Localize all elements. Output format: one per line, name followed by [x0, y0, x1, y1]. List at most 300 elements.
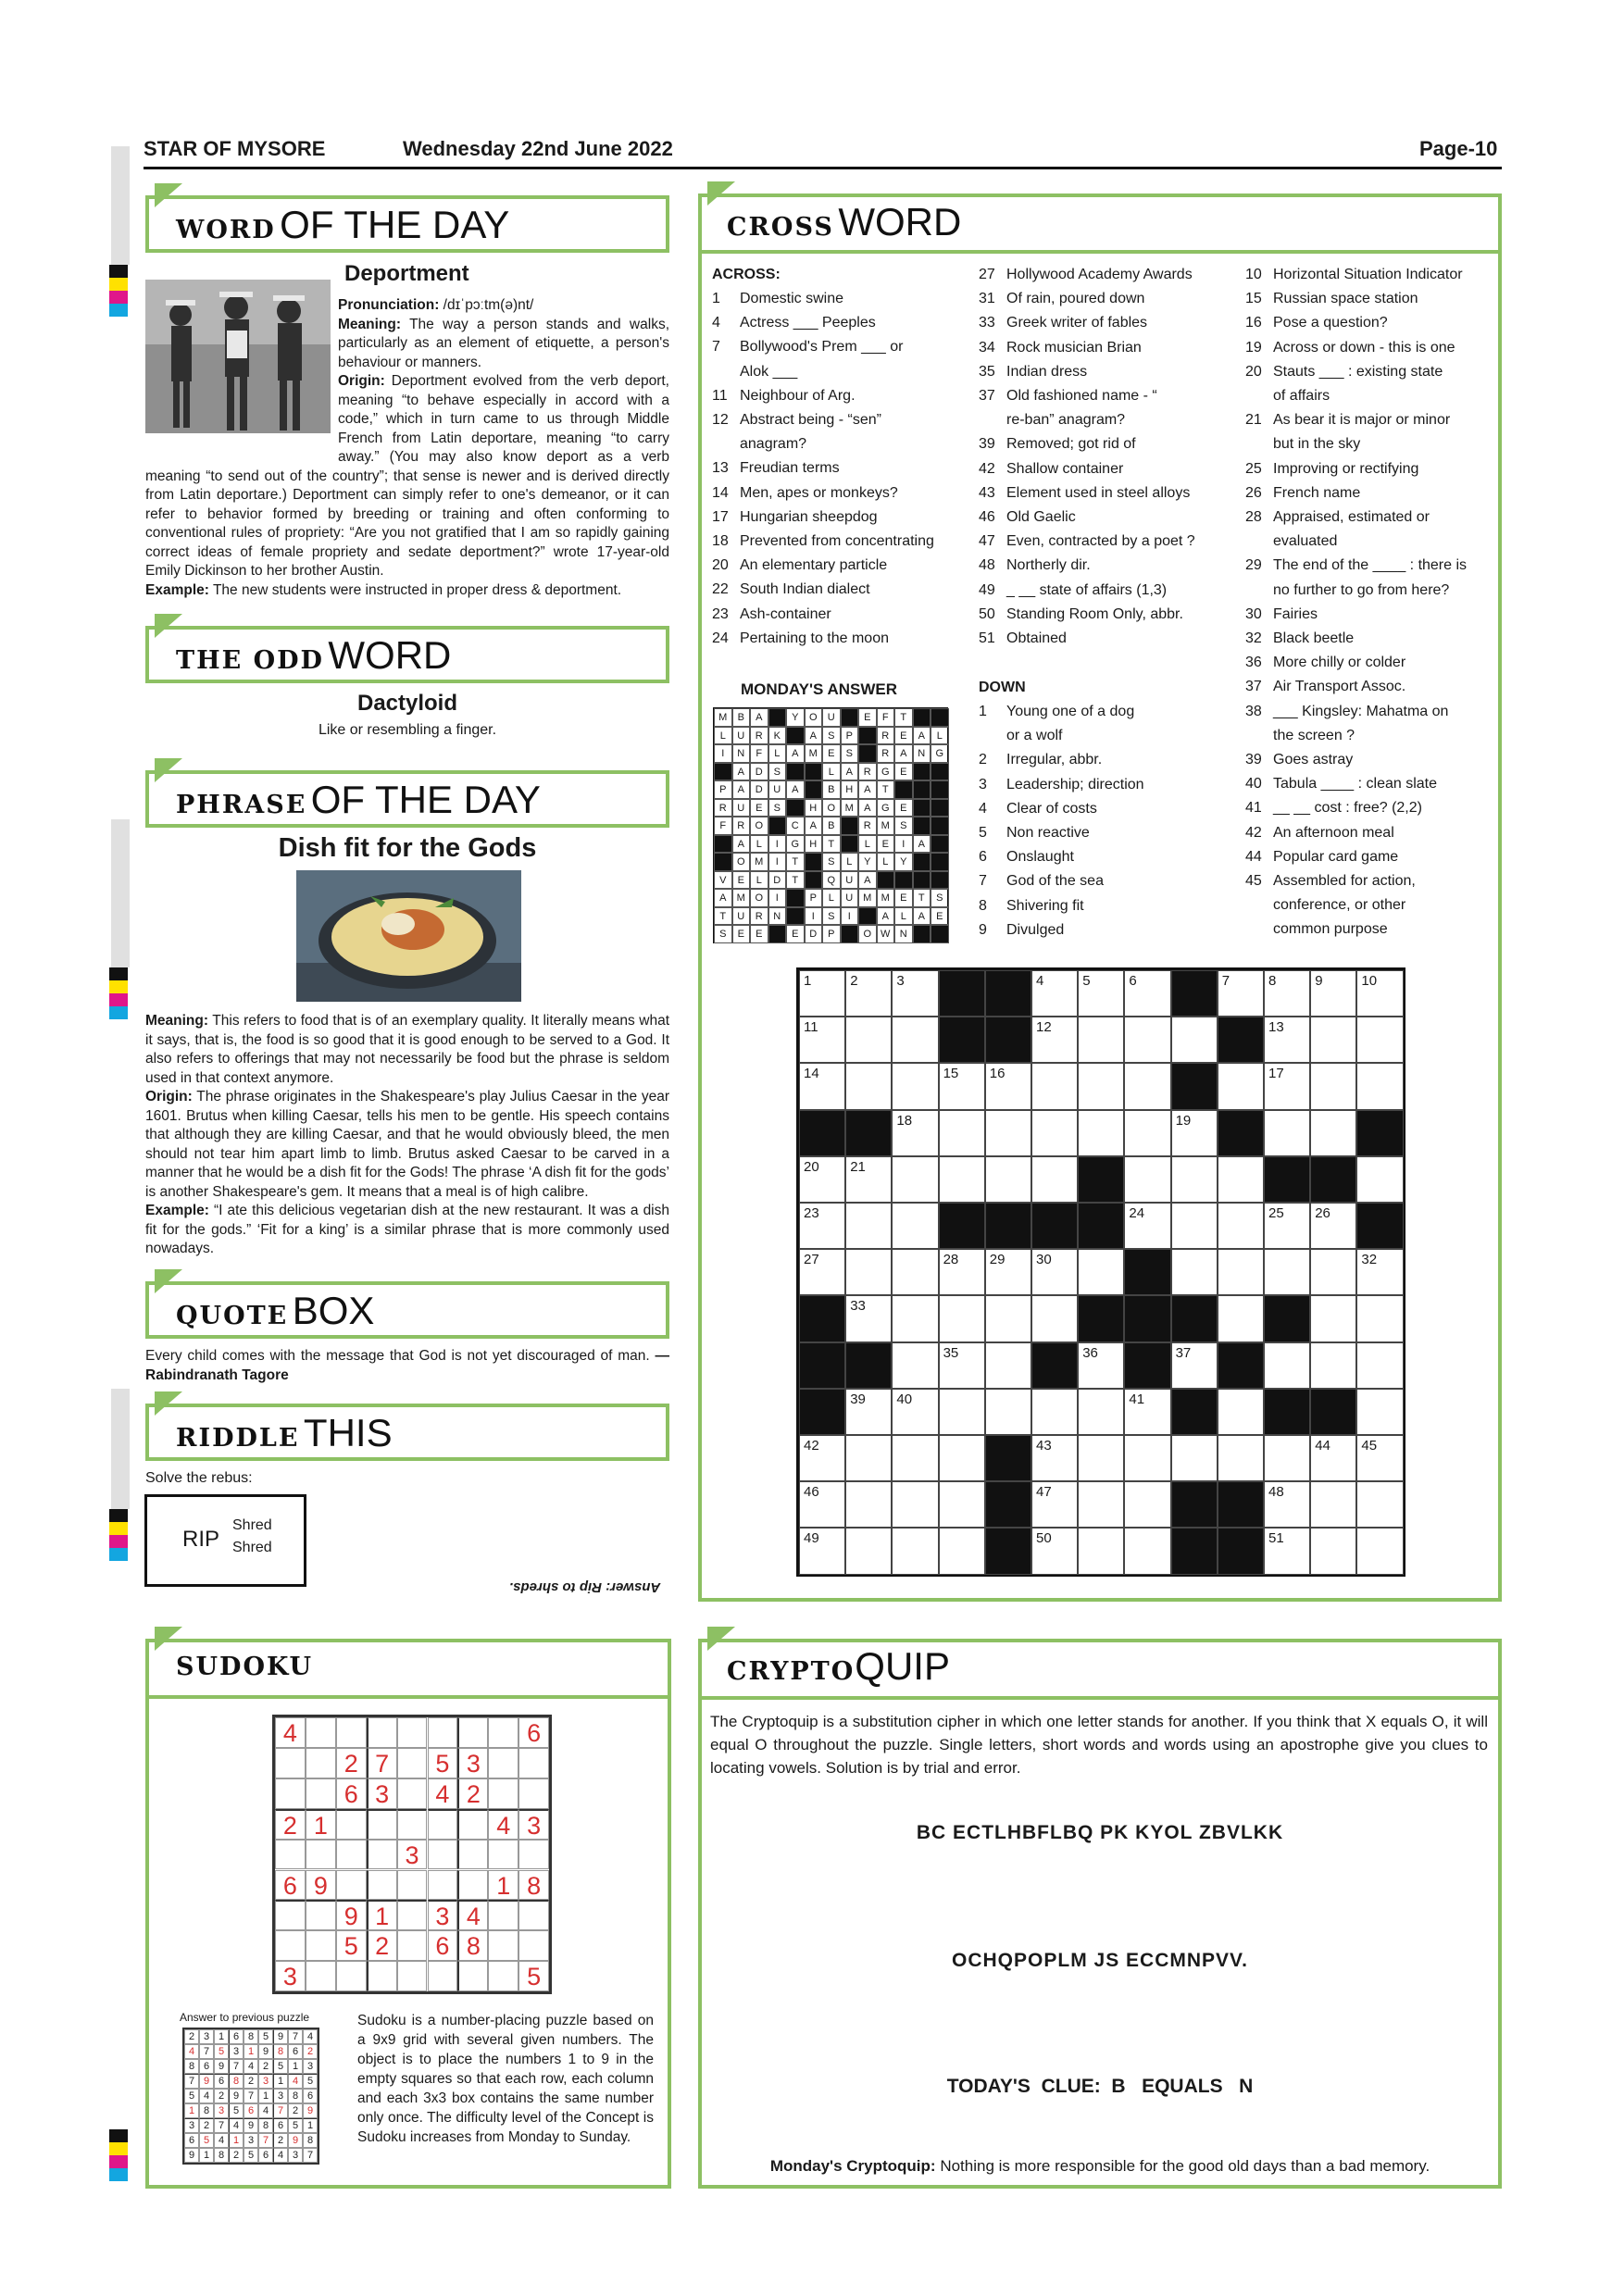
mini-cell: H	[805, 835, 823, 854]
crossword-cell[interactable]: 39	[845, 1389, 892, 1435]
sudoku-cell[interactable]	[518, 1778, 549, 1809]
sudoku-cell[interactable]	[457, 1870, 488, 1901]
crossword-cell[interactable]: 9	[1310, 970, 1356, 1017]
sudoku-answer-cell: 9	[199, 2074, 214, 2089]
sudoku-answer-cell: 8	[303, 2133, 318, 2148]
crossword-cell[interactable]	[892, 1063, 938, 1109]
crossword-cell[interactable]	[939, 1528, 985, 1574]
crossword-cell[interactable]	[1124, 1528, 1170, 1574]
crossword-cell[interactable]	[985, 1389, 1031, 1435]
sudoku-cell[interactable]	[367, 1717, 397, 1748]
sudoku-cell[interactable]: 2	[275, 1809, 306, 1840]
sudoku-title-rule	[149, 1695, 668, 1699]
crossword-cell[interactable]	[1356, 1156, 1403, 1203]
crossword-cell[interactable]	[892, 1249, 938, 1295]
crossword-cell[interactable]	[1031, 1156, 1078, 1203]
sudoku-cell[interactable]	[518, 1900, 549, 1930]
crossword-cell[interactable]: 29	[985, 1249, 1031, 1295]
mini-cell: S	[768, 763, 787, 781]
crossword-cell[interactable]: 42	[799, 1435, 845, 1481]
crossword-cell[interactable]	[1356, 1017, 1403, 1063]
mini-cell: R	[877, 727, 895, 745]
phrase-title: PHRASE OF THE DAY	[176, 778, 541, 821]
mini-cell	[931, 835, 949, 854]
crossword-cell[interactable]	[1218, 1249, 1264, 1295]
sudoku-answer-cell: 5	[273, 2059, 288, 2074]
sudoku-answer-cell: 1	[258, 2089, 273, 2103]
mini-cell: P	[841, 727, 859, 745]
sudoku-answer-cell: 8	[273, 2044, 288, 2059]
mini-cell: G	[877, 763, 895, 781]
crossword-cell[interactable]	[1124, 1110, 1170, 1156]
crossword-cell[interactable]	[1171, 1249, 1218, 1295]
sudoku-cell[interactable]: 3	[275, 1961, 306, 1991]
sudoku-cell[interactable]	[488, 1840, 518, 1870]
crossword-cell[interactable]	[892, 1528, 938, 1574]
sudoku-cell[interactable]	[428, 1961, 458, 1991]
crossword-cell[interactable]: 28	[939, 1249, 985, 1295]
crossword-cell[interactable]: 3	[892, 970, 938, 1017]
crossword-cell[interactable]	[845, 1203, 892, 1249]
sudoku-cell[interactable]	[488, 1748, 518, 1778]
sudoku-cell[interactable]	[275, 1930, 306, 1961]
crossword-block	[1124, 1295, 1170, 1341]
crossword-cell[interactable]	[1171, 1017, 1218, 1063]
crossword-cell[interactable]	[1310, 1017, 1356, 1063]
clue: 42 Shallow container	[979, 460, 1124, 477]
sudoku-cell[interactable]	[275, 1778, 306, 1809]
crossword-cell[interactable]	[845, 1528, 892, 1574]
rebus-box	[144, 1494, 306, 1587]
sudoku-cell[interactable]	[397, 1809, 428, 1840]
sudoku-cell[interactable]	[275, 1900, 306, 1930]
sudoku-cell[interactable]: 9	[306, 1870, 336, 1901]
mini-cell: A	[858, 780, 877, 799]
crossword-cell[interactable]	[939, 1481, 985, 1528]
crossword-cell[interactable]	[1171, 1203, 1218, 1249]
crossword-cell[interactable]	[845, 1249, 892, 1295]
mini-cell: E	[894, 763, 913, 781]
sudoku-cell[interactable]	[306, 1961, 336, 1991]
sudoku-cell[interactable]	[457, 1840, 488, 1870]
crossword-cell[interactable]	[892, 1481, 938, 1528]
crossword-cell[interactable]	[1356, 1481, 1403, 1528]
crossword-cell[interactable]	[1310, 1249, 1356, 1295]
crossword-block	[1218, 1110, 1264, 1156]
sudoku-cell[interactable]	[397, 1870, 428, 1901]
sudoku-cell[interactable]	[336, 1870, 367, 1901]
clue: 31 Of rain, poured down	[979, 291, 1145, 307]
sudoku-cell[interactable]: 3	[397, 1840, 428, 1870]
crossword-cell[interactable]: 17	[1264, 1063, 1310, 1109]
crossword-cell[interactable]	[1078, 1110, 1124, 1156]
sudoku-cell[interactable]: 2	[336, 1748, 367, 1778]
sudoku-answer-cell: 3	[288, 2148, 303, 2163]
sudoku-cell[interactable]: 5	[336, 1930, 367, 1961]
sudoku-cell[interactable]: 4	[428, 1778, 458, 1809]
crossword-block	[1356, 1110, 1403, 1156]
crossword-cell[interactable]	[1356, 1389, 1403, 1435]
cryptoquip-clue: TODAY'S CLUE: B EQUALS N	[946, 2076, 1254, 2097]
sudoku-cell[interactable]: 1	[488, 1870, 518, 1901]
crossword-cell[interactable]: 27	[799, 1249, 845, 1295]
sudoku-answer-cell: 9	[288, 2133, 303, 2148]
mini-cell: A	[913, 907, 931, 926]
crossword-grid	[796, 967, 1405, 1577]
crossword-cell[interactable]	[1078, 1017, 1124, 1063]
sudoku-cell[interactable]	[488, 1778, 518, 1809]
mini-cell	[931, 853, 949, 871]
sudoku-cell[interactable]	[367, 1870, 397, 1901]
crossword-cell[interactable]	[1218, 1295, 1264, 1341]
sudoku-cell[interactable]: 4	[457, 1900, 488, 1930]
crossword-cell[interactable]: 1	[799, 970, 845, 1017]
cryptoquip-title: CRYPTOQUIP	[727, 1644, 950, 1688]
crossword-cell[interactable]: 35	[939, 1342, 985, 1389]
crossword-cell[interactable]	[892, 1435, 938, 1481]
sudoku-cell[interactable]: 4	[488, 1809, 518, 1840]
crossword-cell[interactable]	[1124, 1156, 1170, 1203]
sudoku-cell[interactable]	[306, 1748, 336, 1778]
sudoku-cell[interactable]	[306, 1840, 336, 1870]
crossword-cell[interactable]	[939, 1110, 985, 1156]
crossword-cell[interactable]: 15	[939, 1063, 985, 1109]
sudoku-cell[interactable]	[367, 1961, 397, 1991]
crossword-block	[1171, 1389, 1218, 1435]
mini-cell: S	[714, 925, 732, 943]
sudoku-cell[interactable]	[336, 1840, 367, 1870]
sudoku-cell[interactable]: 5	[428, 1748, 458, 1778]
clue: 26 French name	[1245, 484, 1361, 501]
crossword-cell[interactable]: 12	[1031, 1017, 1078, 1063]
mini-cell: O	[732, 853, 751, 871]
clue: 36 More chilly or colder	[1245, 655, 1406, 671]
mini-cell	[913, 763, 931, 781]
sudoku-cell[interactable]	[306, 1778, 336, 1809]
crossword-cell[interactable]: 5	[1078, 970, 1124, 1017]
sudoku-cell[interactable]	[397, 1930, 428, 1961]
sudoku-cell[interactable]: 1	[367, 1900, 397, 1930]
crossword-cell[interactable]	[892, 1203, 938, 1249]
sudoku-answer-cell: 6	[303, 2089, 318, 2103]
crossword-cell[interactable]: 23	[799, 1203, 845, 1249]
crossword-cell[interactable]	[1356, 1295, 1403, 1341]
clue: 48 Northerly dir.	[979, 557, 1091, 574]
crossword-cell[interactable]: 33	[845, 1295, 892, 1341]
crossword-cell[interactable]: 4	[1031, 970, 1078, 1017]
mini-cell: S	[894, 817, 913, 835]
mini-cell: I	[768, 835, 787, 854]
crossword-cell[interactable]: 46	[799, 1481, 845, 1528]
reg-yellow	[109, 278, 128, 291]
sudoku-cell[interactable]	[306, 1930, 336, 1961]
crossword-cell[interactable]	[1310, 1063, 1356, 1109]
crossword-cell[interactable]: 8	[1264, 970, 1310, 1017]
crossword-cell[interactable]	[845, 1017, 892, 1063]
crossword-cell[interactable]	[939, 1295, 985, 1341]
crossword-cell[interactable]	[1124, 1017, 1170, 1063]
crossword-cell[interactable]: 26	[1310, 1203, 1356, 1249]
sudoku-cell[interactable]	[488, 1717, 518, 1748]
sudoku-cell[interactable]: 7	[367, 1748, 397, 1778]
crossword-block	[1264, 1156, 1310, 1203]
crossword-cell[interactable]: 47	[1031, 1481, 1078, 1528]
crossword-cell[interactable]: 13	[1264, 1017, 1310, 1063]
mini-block	[786, 763, 805, 781]
sudoku-cell[interactable]: 6	[275, 1870, 306, 1901]
crossword-cell[interactable]	[1264, 1249, 1310, 1295]
sudoku-cell[interactable]	[518, 1930, 549, 1961]
mini-cell: A	[714, 889, 732, 907]
sudoku-cell[interactable]: 6	[428, 1930, 458, 1961]
crossword-cell[interactable]	[1078, 1481, 1124, 1528]
sudoku-cell[interactable]	[428, 1870, 458, 1901]
rebus-shred-top: Shred	[232, 1517, 272, 1533]
crossword-cell[interactable]	[1124, 1481, 1170, 1528]
crossword-cell[interactable]	[1218, 1203, 1264, 1249]
crossword-cell[interactable]	[985, 1156, 1031, 1203]
crossword-cell[interactable]: 51	[1264, 1528, 1310, 1574]
crossword-cell[interactable]: 16	[985, 1063, 1031, 1109]
crossword-cell[interactable]	[1078, 1249, 1124, 1295]
sudoku-cell[interactable]	[397, 1748, 428, 1778]
crossword-cell[interactable]	[1218, 1389, 1264, 1435]
crossword-cell[interactable]	[1078, 1528, 1124, 1574]
mini-cell: R	[858, 763, 877, 781]
sudoku-answer-cell: 6	[199, 2059, 214, 2074]
sudoku-cell[interactable]: 8	[457, 1930, 488, 1961]
sudoku-cell[interactable]: 3	[518, 1809, 549, 1840]
mini-cell: R	[858, 817, 877, 835]
crossword-cell[interactable]: 32	[1356, 1249, 1403, 1295]
sudoku-answer-cell: 3	[199, 2029, 214, 2044]
crossword-cell[interactable]	[939, 1156, 985, 1203]
clue: 51 Obtained	[979, 630, 1067, 647]
crossword-cell[interactable]	[1310, 1528, 1356, 1574]
sudoku-answer-cell: 7	[184, 2074, 199, 2089]
crossword-cell[interactable]	[892, 1017, 938, 1063]
crossword-cell[interactable]	[845, 1481, 892, 1528]
crossword-cell[interactable]	[1310, 1110, 1356, 1156]
mini-cell	[913, 817, 931, 835]
sudoku-cell[interactable]	[397, 1900, 428, 1930]
mini-cell: E	[894, 799, 913, 817]
crossword-cell[interactable]	[1264, 1435, 1310, 1481]
crossword-cell[interactable]: 6	[1124, 970, 1170, 1017]
crossword-cell[interactable]	[985, 1110, 1031, 1156]
crossword-cell[interactable]: 41	[1124, 1389, 1170, 1435]
crossword-cell[interactable]	[1031, 1389, 1078, 1435]
sudoku-cell[interactable]: 6	[336, 1778, 367, 1809]
sudoku-cell[interactable]	[457, 1961, 488, 1991]
sudoku-cell[interactable]	[336, 1961, 367, 1991]
crossword-cell[interactable]: 18	[892, 1110, 938, 1156]
mini-cell: R	[714, 799, 732, 817]
clue: 3 Leadership; direction	[979, 776, 1144, 792]
crossword-cell[interactable]: 21	[845, 1156, 892, 1203]
sudoku-cell[interactable]	[306, 1717, 336, 1748]
mini-cell: S	[822, 907, 841, 926]
clue: 30 Fairies	[1245, 605, 1318, 622]
crossword-cell[interactable]	[985, 1295, 1031, 1341]
sudoku-cell[interactable]	[428, 1809, 458, 1840]
crossword-cell[interactable]	[1264, 1342, 1310, 1389]
sudoku-cell[interactable]	[457, 1809, 488, 1840]
crossword-cell[interactable]	[1356, 1063, 1403, 1109]
crossword-cell[interactable]: 44	[1310, 1435, 1356, 1481]
sudoku-cell[interactable]	[518, 1840, 549, 1870]
crossword-cell[interactable]	[1078, 1389, 1124, 1435]
sudoku-cell[interactable]: 3	[457, 1748, 488, 1778]
mini-cell: W	[877, 925, 895, 943]
sudoku-cell[interactable]: 2	[457, 1778, 488, 1809]
sudoku-cell[interactable]	[428, 1840, 458, 1870]
sudoku-cell[interactable]: 6	[518, 1717, 549, 1748]
crossword-block	[1078, 1156, 1124, 1203]
sudoku-grid	[272, 1715, 552, 1994]
sudoku-cell[interactable]	[428, 1717, 458, 1748]
crossword-cell[interactable]: 45	[1356, 1435, 1403, 1481]
sudoku-cell[interactable]: 8	[518, 1870, 549, 1901]
crossword-cell[interactable]	[892, 1156, 938, 1203]
crossword-cell[interactable]: 19	[1171, 1110, 1218, 1156]
mini-cell: A	[786, 780, 805, 799]
mini-cell: U	[732, 907, 751, 926]
crossword-cell[interactable]: 37	[1171, 1342, 1218, 1389]
sudoku-cell[interactable]	[397, 1717, 428, 1748]
mini-cell	[931, 817, 949, 835]
reg-cyan	[109, 1006, 128, 1019]
sudoku-answer-cell: 2	[199, 2118, 214, 2133]
mini-block	[858, 907, 877, 926]
crossword-cell[interactable]	[1078, 1063, 1124, 1109]
crossword-cell[interactable]	[1264, 1110, 1310, 1156]
crossword-cell[interactable]: 11	[799, 1017, 845, 1063]
riddle-prompt: Solve the rebus:	[145, 1470, 253, 1486]
crossword-block	[845, 1110, 892, 1156]
crossword-cell[interactable]: 36	[1078, 1342, 1124, 1389]
crossword-cell[interactable]	[1031, 1063, 1078, 1109]
crossword-cell[interactable]: 30	[1031, 1249, 1078, 1295]
clue: 37 Old fashioned name - “	[979, 388, 1157, 405]
crossword-cell[interactable]: 7	[1218, 970, 1264, 1017]
crossword-cell[interactable]	[1218, 1435, 1264, 1481]
sudoku-cell[interactable]	[336, 1717, 367, 1748]
sudoku-cell[interactable]	[275, 1748, 306, 1778]
sudoku-cell[interactable]: 2	[367, 1930, 397, 1961]
crossword-cell[interactable]: 25	[1264, 1203, 1310, 1249]
crossword-cell[interactable]	[1171, 1435, 1218, 1481]
sudoku-cell[interactable]	[397, 1961, 428, 1991]
crossword-cell[interactable]	[1078, 1435, 1124, 1481]
sudoku-cell[interactable]: 5	[518, 1961, 549, 1991]
sudoku-cell[interactable]	[367, 1809, 397, 1840]
crossword-cell[interactable]	[939, 1435, 985, 1481]
sudoku-cell[interactable]: 4	[275, 1717, 306, 1748]
sudoku-cell[interactable]	[397, 1778, 428, 1809]
cipher-line-1: BC ECTLHBFLBQ PK KYOL ZBVLKK	[916, 1822, 1284, 1843]
mini-cell: A	[786, 744, 805, 763]
crossword-cell[interactable]: 49	[799, 1528, 845, 1574]
sudoku-cell[interactable]	[457, 1717, 488, 1748]
crossword-cell[interactable]	[939, 1389, 985, 1435]
mini-cell: T	[786, 853, 805, 871]
mini-block	[714, 763, 732, 781]
mini-cell: I	[841, 907, 859, 926]
sudoku-answer-cell: 8	[288, 2089, 303, 2103]
clue: 34 Rock musician Brian	[979, 339, 1142, 356]
sudoku-cell[interactable]	[488, 1900, 518, 1930]
crossword-block	[1218, 1481, 1264, 1528]
mini-cell: B	[822, 817, 841, 835]
sudoku-cell[interactable]	[275, 1840, 306, 1870]
mini-cell: L	[750, 871, 768, 890]
sudoku-cell[interactable]	[488, 1930, 518, 1961]
sudoku-cell[interactable]: 1	[306, 1809, 336, 1840]
sudoku-cell[interactable]: 9	[336, 1900, 367, 1930]
crossword-cell[interactable]	[1171, 1156, 1218, 1203]
clue: 5 Non reactive	[979, 825, 1090, 842]
crossword-cell[interactable]	[892, 1342, 938, 1389]
clue: of affairs	[1273, 388, 1330, 405]
word-of-day-title: WORD OF THE DAY	[176, 203, 510, 246]
crossword-cell[interactable]	[1310, 1295, 1356, 1341]
crossword-cell[interactable]: 10	[1356, 970, 1403, 1017]
crossword-cell[interactable]: 2	[845, 970, 892, 1017]
crossword-cell[interactable]	[1310, 1342, 1356, 1389]
sudoku-cell[interactable]: 3	[367, 1778, 397, 1809]
clue-col-3	[1245, 263, 1495, 942]
sudoku-cell[interactable]	[488, 1961, 518, 1991]
crossword-cell[interactable]	[1356, 1342, 1403, 1389]
crossword-cell[interactable]	[1124, 1435, 1170, 1481]
crossword-cell[interactable]: 40	[892, 1389, 938, 1435]
crossword-cell[interactable]: 48	[1264, 1481, 1310, 1528]
crossword-cell[interactable]: 24	[1124, 1203, 1170, 1249]
crossword-cell[interactable]: 14	[799, 1063, 845, 1109]
crossword-cell[interactable]: 50	[1031, 1528, 1078, 1574]
clue: 23 Ash-container	[712, 605, 831, 622]
crossword-cell[interactable]	[1356, 1528, 1403, 1574]
crossword-cell[interactable]	[845, 1063, 892, 1109]
sudoku-answer-cell: 3	[258, 2074, 273, 2089]
crossword-cell[interactable]	[1031, 1295, 1078, 1341]
mini-block	[768, 817, 787, 835]
crossword-cell[interactable]	[1218, 1156, 1264, 1203]
crossword-cell[interactable]	[1218, 1063, 1264, 1109]
sudoku-cell[interactable]	[306, 1900, 336, 1930]
crossword-cell[interactable]	[845, 1435, 892, 1481]
mini-cell: M	[750, 853, 768, 871]
sudoku-cell[interactable]	[518, 1748, 549, 1778]
sudoku-cell[interactable]	[367, 1840, 397, 1870]
sudoku-answer-cell: 6	[288, 2044, 303, 2059]
sudoku-title: SUDOKU	[176, 1653, 314, 1681]
crossword-cell[interactable]	[1031, 1110, 1078, 1156]
mini-cell: L	[768, 744, 787, 763]
mini-block	[805, 853, 823, 871]
across-label: ACROSS:	[712, 267, 781, 282]
crossword-cell[interactable]: 43	[1031, 1435, 1078, 1481]
crossword-cell[interactable]: 20	[799, 1156, 845, 1203]
sudoku-cell[interactable]: 3	[428, 1900, 458, 1930]
clue-col-1	[712, 287, 957, 651]
sudoku-cell[interactable]	[336, 1809, 367, 1840]
crossword-cell[interactable]	[892, 1295, 938, 1341]
crossword-cell[interactable]	[1310, 1481, 1356, 1528]
crossword-cell[interactable]	[1124, 1063, 1170, 1109]
crossword-cell[interactable]	[985, 1342, 1031, 1389]
